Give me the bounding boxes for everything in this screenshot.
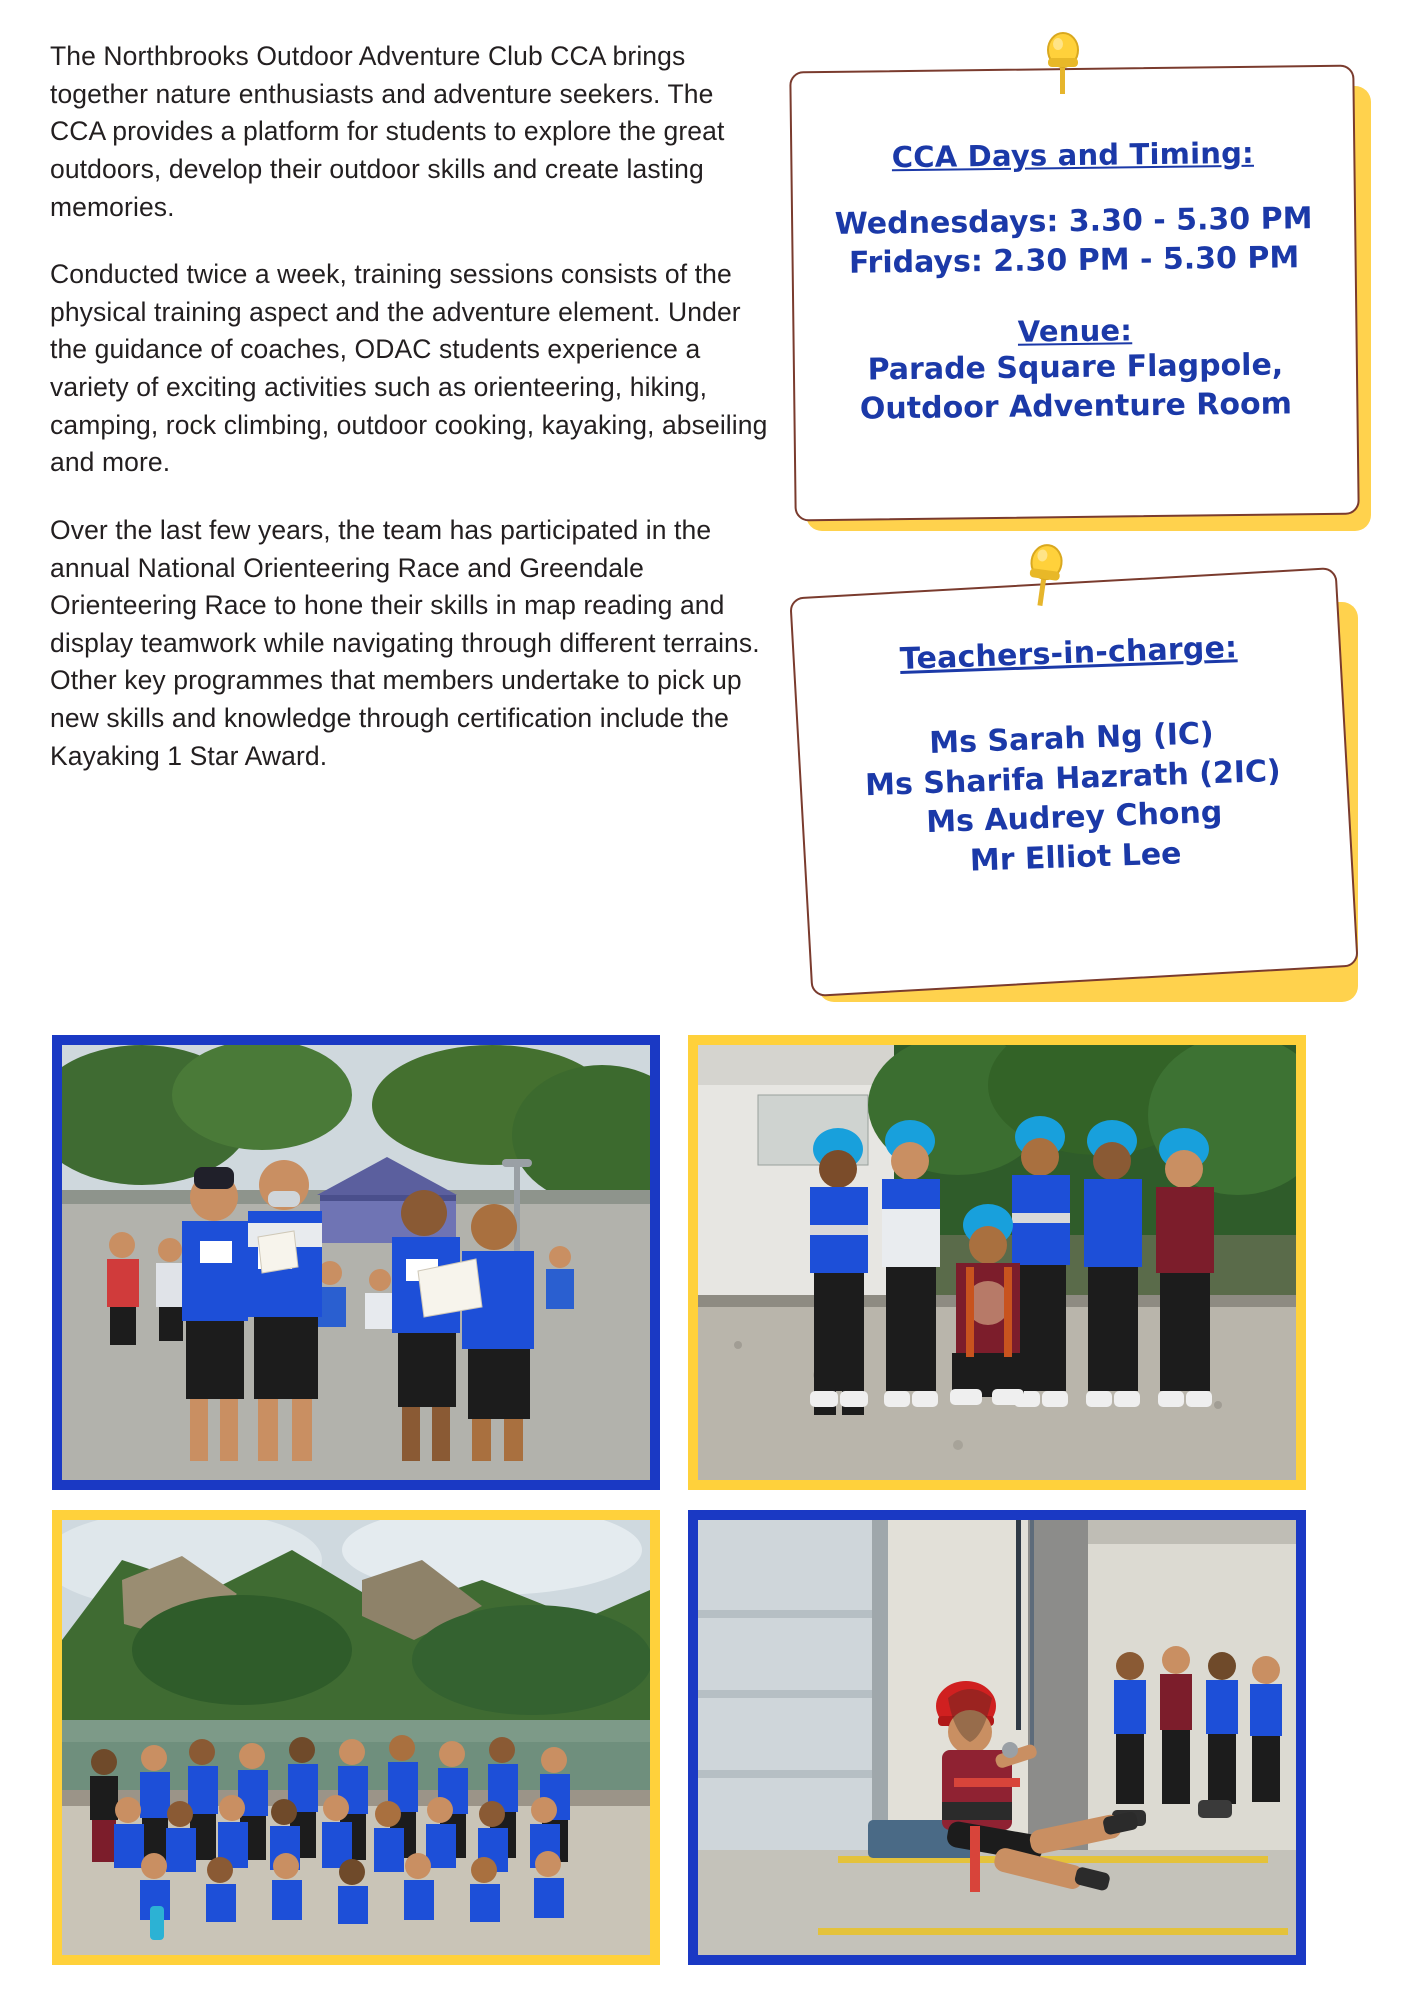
teacher-name-1: Ms Sarah Ng (IC) xyxy=(928,716,1215,762)
timing-line-friday: Fridays: 2.30 PM - 5.30 PM xyxy=(848,240,1300,281)
venue-line-2: Outdoor Adventure Room xyxy=(859,386,1293,427)
teachers-note-title: Teachers-in-charge: xyxy=(899,630,1238,678)
photo-abseil-group-image xyxy=(698,1045,1296,1480)
venue-title: Venue: xyxy=(1017,313,1133,349)
photo-reservoir-image xyxy=(62,1520,650,1955)
photo-orienteering-image xyxy=(62,1045,650,1480)
teacher-name-4: Mr Elliot Lee xyxy=(969,836,1183,879)
pushpin-icon xyxy=(1040,26,1086,96)
timing-note-title: CCA Days and Timing: xyxy=(891,135,1255,175)
photo-abseil-solo xyxy=(688,1510,1306,1965)
teacher-name-3: Ms Audrey Chong xyxy=(925,795,1223,841)
teachers-in-charge-note xyxy=(789,567,1358,997)
paragraph-1: The Northbrooks Outdoor Adventure Club CCA brings together nature enthusiasts and adventure seekers. The CCA provides a platform for students to explore the great outdoors, develop their outdoor skills and create lasting memories. xyxy=(50,41,725,222)
timing-line-wednesday: Wednesdays: 3.30 - 5.30 PM xyxy=(834,201,1313,242)
photo-reservoir xyxy=(52,1510,660,1965)
photo-abseil-group xyxy=(688,1035,1306,1490)
paragraph-3: Over the last few years, the team has participated in the annual National Orienteering Race and Greendale Orienteering Race to hone their skills in map reading and display teamwork while navigating through different terrains. Other key programmes that members undertake to pick up new skills and knowledge through certification include the Kayaking 1 Star Award. xyxy=(50,514,760,771)
paragraph-2: Conducted twice a week, training sessions consists of the physical training aspect and the adventure element. Under the guidance of coaches, ODAC students experience a variety of exciting activities such as orienteering, hiking, camping, rock climbing, outdoor cooking, kayaking, abseiling and more. xyxy=(50,259,768,478)
article-text xyxy=(50,38,770,775)
photo-orienteering xyxy=(52,1035,660,1490)
teacher-name-2: Ms Sharifa Hazrath (2IC) xyxy=(864,753,1282,803)
pushpin-icon xyxy=(1017,535,1072,611)
venue-line-1: Parade Square Flagpole, xyxy=(867,347,1284,388)
photo-abseil-solo-image xyxy=(698,1520,1296,1955)
cca-timing-note xyxy=(789,65,1359,522)
